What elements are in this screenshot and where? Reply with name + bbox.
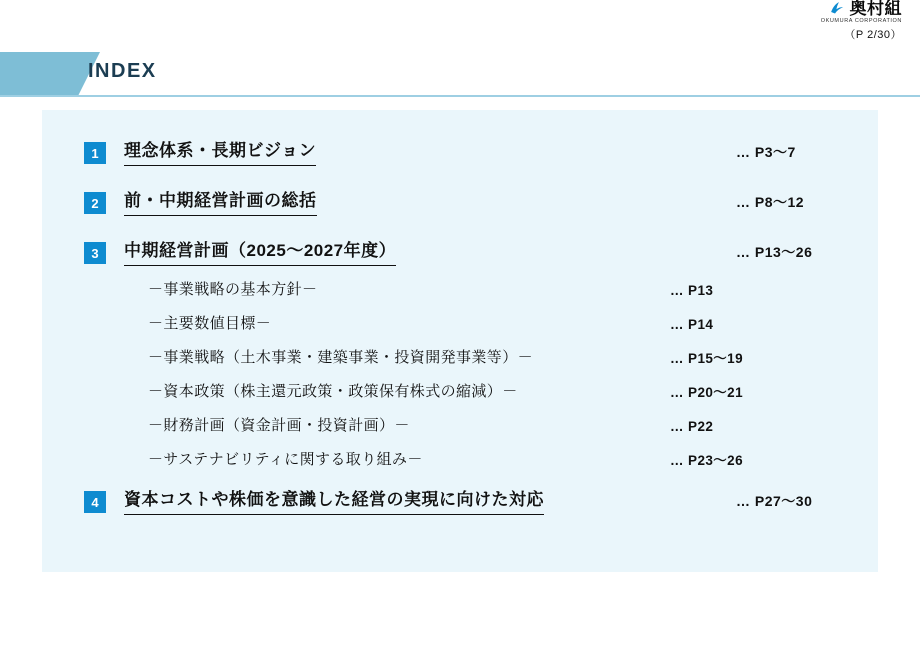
toc-entry-label[interactable]: 中期経営計画（2025〜2027年度） — [124, 240, 396, 266]
toc-entry-page: … P8〜12 — [736, 194, 805, 210]
toc-entry-page: … P3〜7 — [736, 144, 796, 160]
toc-subitem-group — [42, 280, 878, 473]
toc-subitem[interactable] — [42, 348, 878, 371]
header-accent-band — [0, 52, 100, 96]
toc-subitem-page: … P20〜21 — [670, 385, 743, 400]
toc-subitem-page: … P13 — [670, 283, 714, 298]
page-number: （P 2/30） — [844, 28, 902, 41]
toc-entry-label[interactable]: 資本コストや株価を意識した経営の実現に向けた対応 — [124, 489, 544, 515]
toc-entry[interactable] — [42, 489, 878, 515]
toc-entry-number: 1 — [84, 142, 106, 164]
logo-company-name: 奥村組 — [849, 0, 902, 18]
toc-entry-page: … P27〜30 — [736, 493, 813, 509]
index-panel — [42, 110, 878, 572]
slide-header — [0, 52, 920, 96]
toc-entry-number: 3 — [84, 242, 106, 264]
table-of-contents — [42, 110, 878, 539]
company-logo — [821, 0, 902, 41]
toc-entry[interactable] — [42, 190, 878, 216]
toc-entry-page: … P13〜26 — [736, 244, 813, 260]
wave-mark-icon — [829, 0, 846, 17]
toc-subitem-page: … P23〜26 — [670, 453, 743, 468]
toc-entry-label[interactable]: 理念体系・長期ビジョン — [124, 140, 316, 166]
toc-subitem[interactable] — [42, 416, 878, 439]
toc-subitem-page: … P15〜19 — [670, 351, 743, 366]
toc-subitem-label: －財務計画（資金計画・投資計画）－ — [148, 417, 410, 434]
toc-entry-label[interactable]: 前・中期経営計画の総括 — [124, 190, 317, 216]
toc-subitem[interactable] — [42, 314, 878, 337]
toc-subitem-page: … P22 — [670, 419, 714, 434]
logo-company-subtitle: OKUMURA CORPORATION — [820, 18, 902, 24]
toc-entry[interactable] — [42, 140, 878, 166]
toc-subitem[interactable] — [42, 382, 878, 405]
toc-entry-number: 4 — [84, 491, 106, 513]
toc-entry-number: 2 — [84, 192, 106, 214]
toc-subitem-label: －事業戦略（土木事業・建築事業・投資開発事業等）－ — [148, 349, 534, 366]
header-divider — [0, 95, 920, 97]
toc-subitem[interactable] — [42, 280, 878, 303]
toc-subitem-label: －主要数値目標－ — [148, 315, 272, 332]
logo-row — [821, 0, 902, 17]
toc-subitem-label: －事業戦略の基本方針－ — [148, 281, 318, 298]
toc-entry[interactable] — [42, 240, 878, 266]
toc-subitem[interactable] — [42, 450, 878, 473]
page-title: INDEX — [88, 60, 157, 82]
toc-subitem-page: … P14 — [670, 317, 714, 332]
toc-subitem-label: －資本政策（株主還元政策・政策保有株式の縮減）－ — [148, 383, 518, 400]
toc-subitem-label: －サステナビリティに関する取り組み－ — [148, 451, 423, 468]
